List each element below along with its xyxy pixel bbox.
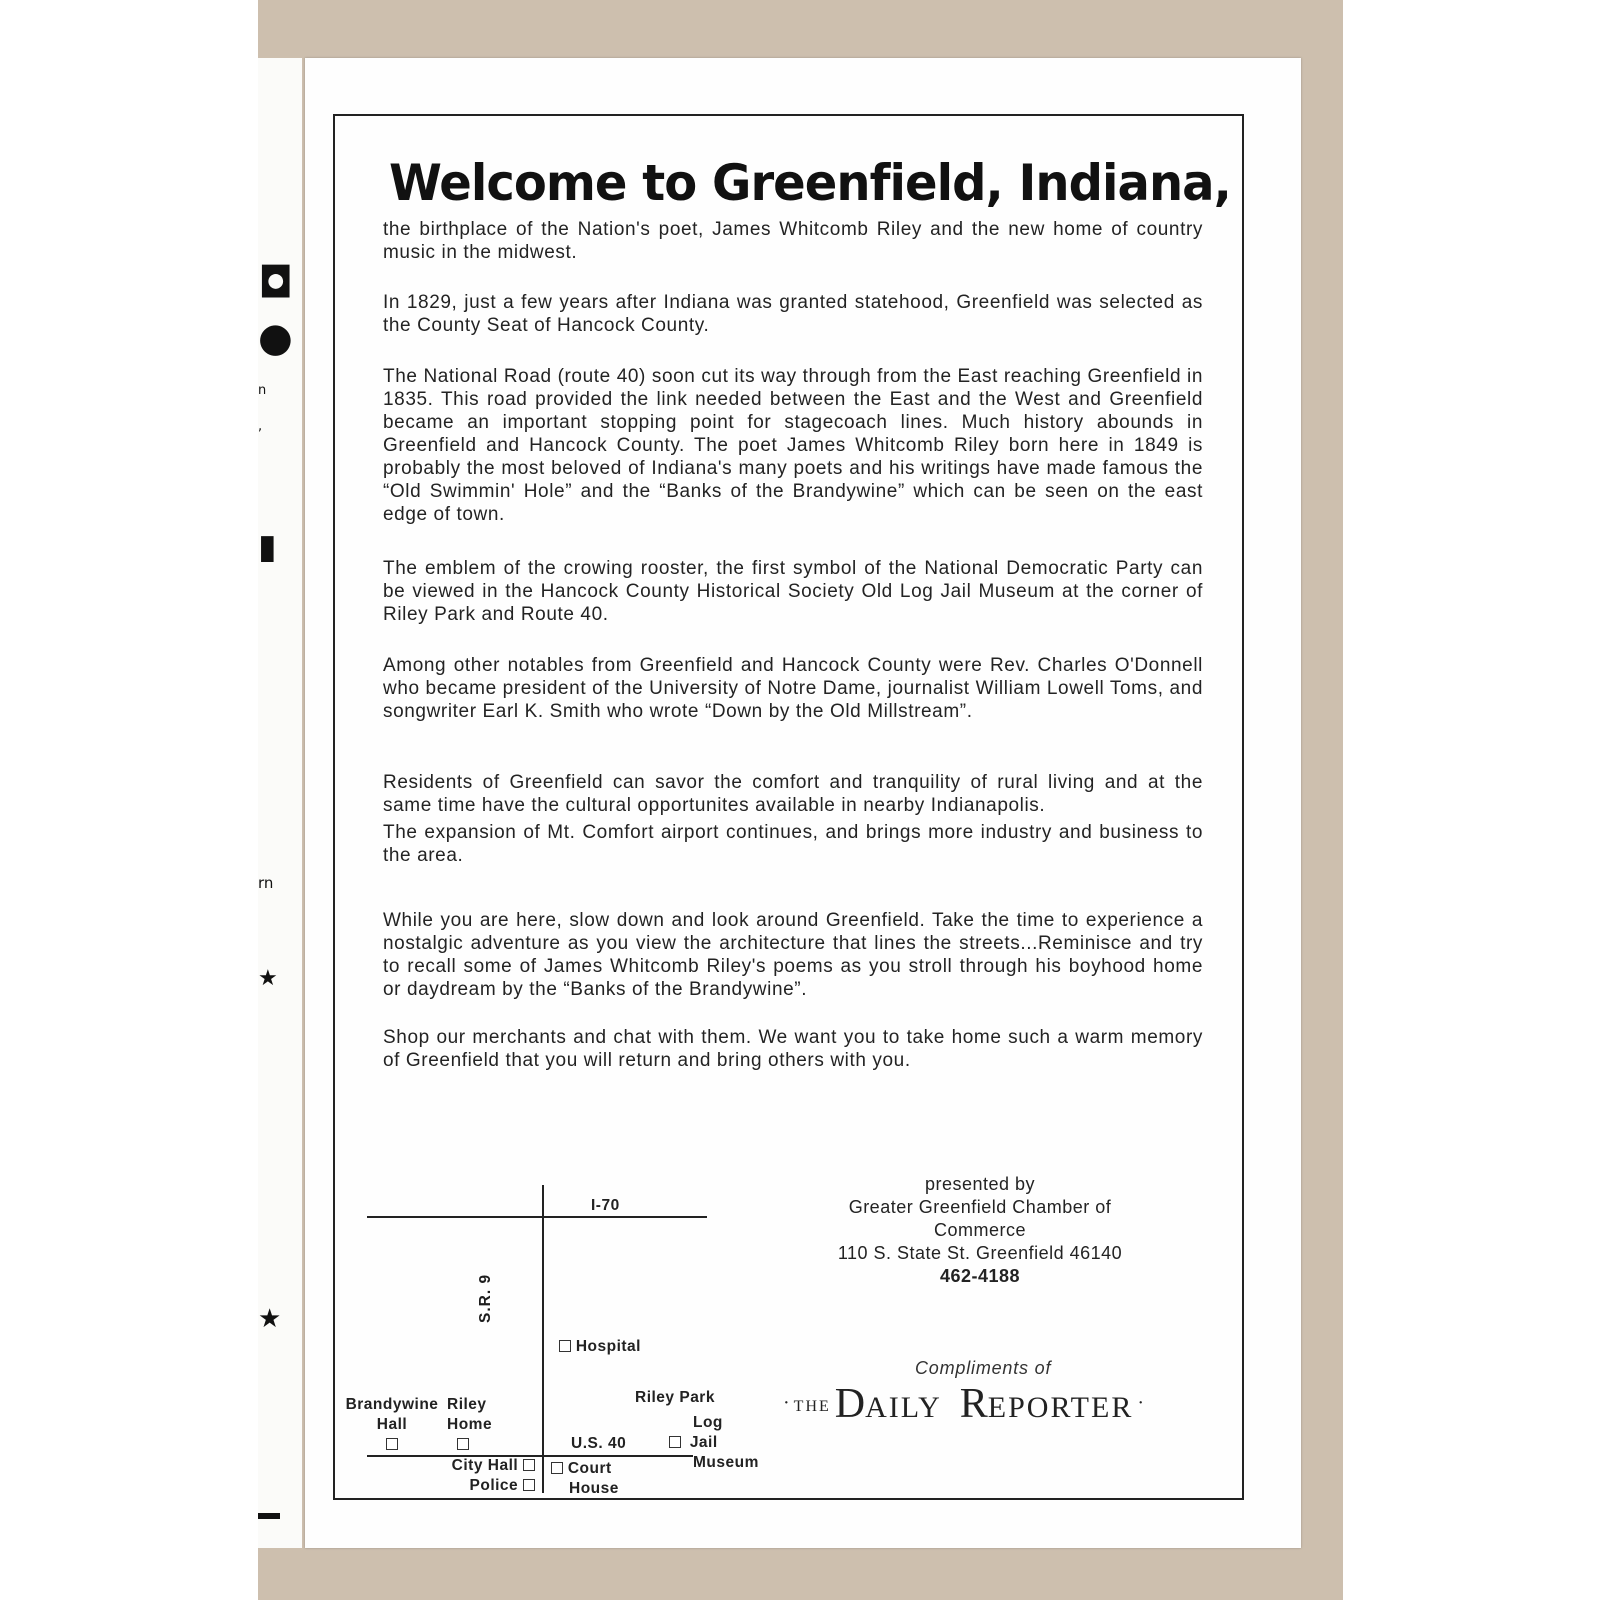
logo-r: R — [959, 1381, 988, 1427]
city-hall-square-icon — [523, 1459, 535, 1471]
brandywine-hall-line1: Brandywine — [345, 1396, 439, 1413]
daily-reporter-logo — [783, 1380, 1144, 1428]
brandywine-hall-label — [343, 1395, 441, 1455]
adjacent-page-text: rn — [258, 874, 274, 892]
court-house-line1: Court — [567, 1460, 612, 1477]
logo-d: D — [834, 1381, 866, 1427]
paragraph-airport: The expansion of Mt. Comfort airport continues, and brings more industry and business to the area. — [383, 822, 1203, 866]
compliments-text: Compliments of — [915, 1358, 1052, 1378]
hospital-label: Hospital — [575, 1338, 641, 1355]
adjacent-page-glyph: ▮ — [258, 527, 277, 567]
riley-home-label — [447, 1395, 492, 1455]
presenter-phone: 462-4188 — [939, 1266, 1021, 1286]
city-hall-label: City Hall — [451, 1457, 519, 1474]
paragraph-visit: While you are here, slow down and look around Greenfield. Take the time to experience a nostalgic adventure as you view the architecture that lines the streets...Reminisce and try to recall some of James Whitcomb Riley's poems as you stroll through his boyhood home or daydream by the “Banks of the Brandywine”. — [383, 910, 1203, 1000]
riley-home-line2: Home — [447, 1416, 493, 1433]
adjacent-page-glyph: ◘ — [258, 258, 294, 307]
hospital-marker — [559, 1337, 641, 1357]
paragraph-notables: Among other notables from Greenfield and Hancock County were Rev. Charles O'Donnell who became president of the University of Notre Dame, journalist William Lowell Toms, and songwriter Earl K. Smith who wrote “Down by the Old Millstream”. — [383, 655, 1203, 722]
logo-eporter: EPORTER — [987, 1391, 1134, 1424]
police-label: Police — [469, 1477, 519, 1494]
paragraph-shop: Shop our merchants and chat with them. We want you to take home such a warm memory of Greenfield that you will return and bring others with you. — [383, 1027, 1203, 1071]
sr9-label: S.R. 9 — [477, 1273, 494, 1323]
presenter-address: 110 S. State St. Greenfield 46140 — [837, 1243, 1123, 1263]
paragraph-national-road: The National Road (route 40) soon cut its way through from the East reaching Greenfield in 1835. This road provided the link needed between the East and the West and Greenfield became an important stopping point for stagecoach lines. Much history abounds in Greenfield and Hancock County. The poet James Whitcomb Riley born here in 1849 is probably the most beloved of Indiana's many poets and his writings have made famous the “Old Swimmin' Hole” and the “Banks of the Brandywine” which can be seen on the east edge of town. — [383, 366, 1203, 525]
presenter-label: presented by — [924, 1174, 1036, 1194]
police-square-icon — [523, 1479, 535, 1491]
sr9-road — [542, 1185, 544, 1493]
paragraph-intro: the birthplace of the Nation's poet, James Whitcomb Riley and the new home of country music in the midwest. — [383, 219, 1203, 263]
adjacent-page-glyph: ● — [258, 315, 293, 361]
logo-dot-left: · — [783, 1392, 790, 1414]
hospital-square-icon — [559, 1340, 571, 1352]
riley-park-label: Riley Park — [635, 1389, 715, 1406]
log-jail-marker — [669, 1413, 759, 1473]
log-jail-line1: Log — [693, 1414, 723, 1431]
riley-home-square-icon — [457, 1438, 469, 1450]
logo-dot-right: · — [1137, 1392, 1145, 1414]
i70-road — [367, 1216, 707, 1218]
logo-the: THE — [793, 1398, 831, 1415]
paragraph-rooster: The emblem of the crowing rooster, the first symbol of the National Democratic Party can be viewed in the Hancock County Historical Society Old Log Jail Museum at the corner of Riley Park and Route 40. — [383, 558, 1203, 625]
logo-aily: AILY — [865, 1391, 942, 1424]
paragraph-residents: Residents of Greenfield can savor the comfort and tranquility of rural living and at the same time have the cultural opportunites available in nearby Indianapolis. — [383, 772, 1203, 816]
log-jail-line2: Jail — [689, 1434, 718, 1451]
brochure-page — [305, 58, 1301, 1548]
log-jail-line3: Museum — [693, 1454, 759, 1471]
presenter-block — [800, 1173, 1160, 1288]
presenter-org-line2: Commerce — [933, 1220, 1026, 1240]
adjacent-page-star-icon: ★ — [258, 966, 278, 991]
court-house-line2: House — [569, 1480, 619, 1497]
court-house-marker — [551, 1459, 619, 1499]
adjacent-page-star-icon: ★ — [258, 1304, 282, 1334]
court-house-square-icon — [551, 1462, 563, 1474]
paragraph-county-seat: In 1829, just a few years after Indiana was granted statehood, Greenfield was selected as the County Seat of Hancock County. — [383, 292, 1203, 336]
riley-home-line1: Riley — [447, 1396, 487, 1413]
adjacent-page-text: , — [258, 419, 263, 434]
town-map — [343, 1123, 793, 1497]
us40-label: U.S. 40 — [571, 1435, 627, 1452]
log-jail-square-icon — [669, 1436, 681, 1448]
brandywine-hall-line2: Hall — [376, 1416, 408, 1433]
city-hall-marker — [447, 1456, 535, 1496]
presenter-org-line1: Greater Greenfield Chamber of — [848, 1197, 1112, 1217]
adjacent-page-rule — [258, 1513, 280, 1519]
brandywine-square-icon — [386, 1438, 398, 1450]
page-title: Welcome to Greenfield, Indiana, — [389, 154, 1231, 212]
adjacent-page-text: n — [258, 383, 267, 398]
i70-label: I-70 — [591, 1197, 620, 1214]
